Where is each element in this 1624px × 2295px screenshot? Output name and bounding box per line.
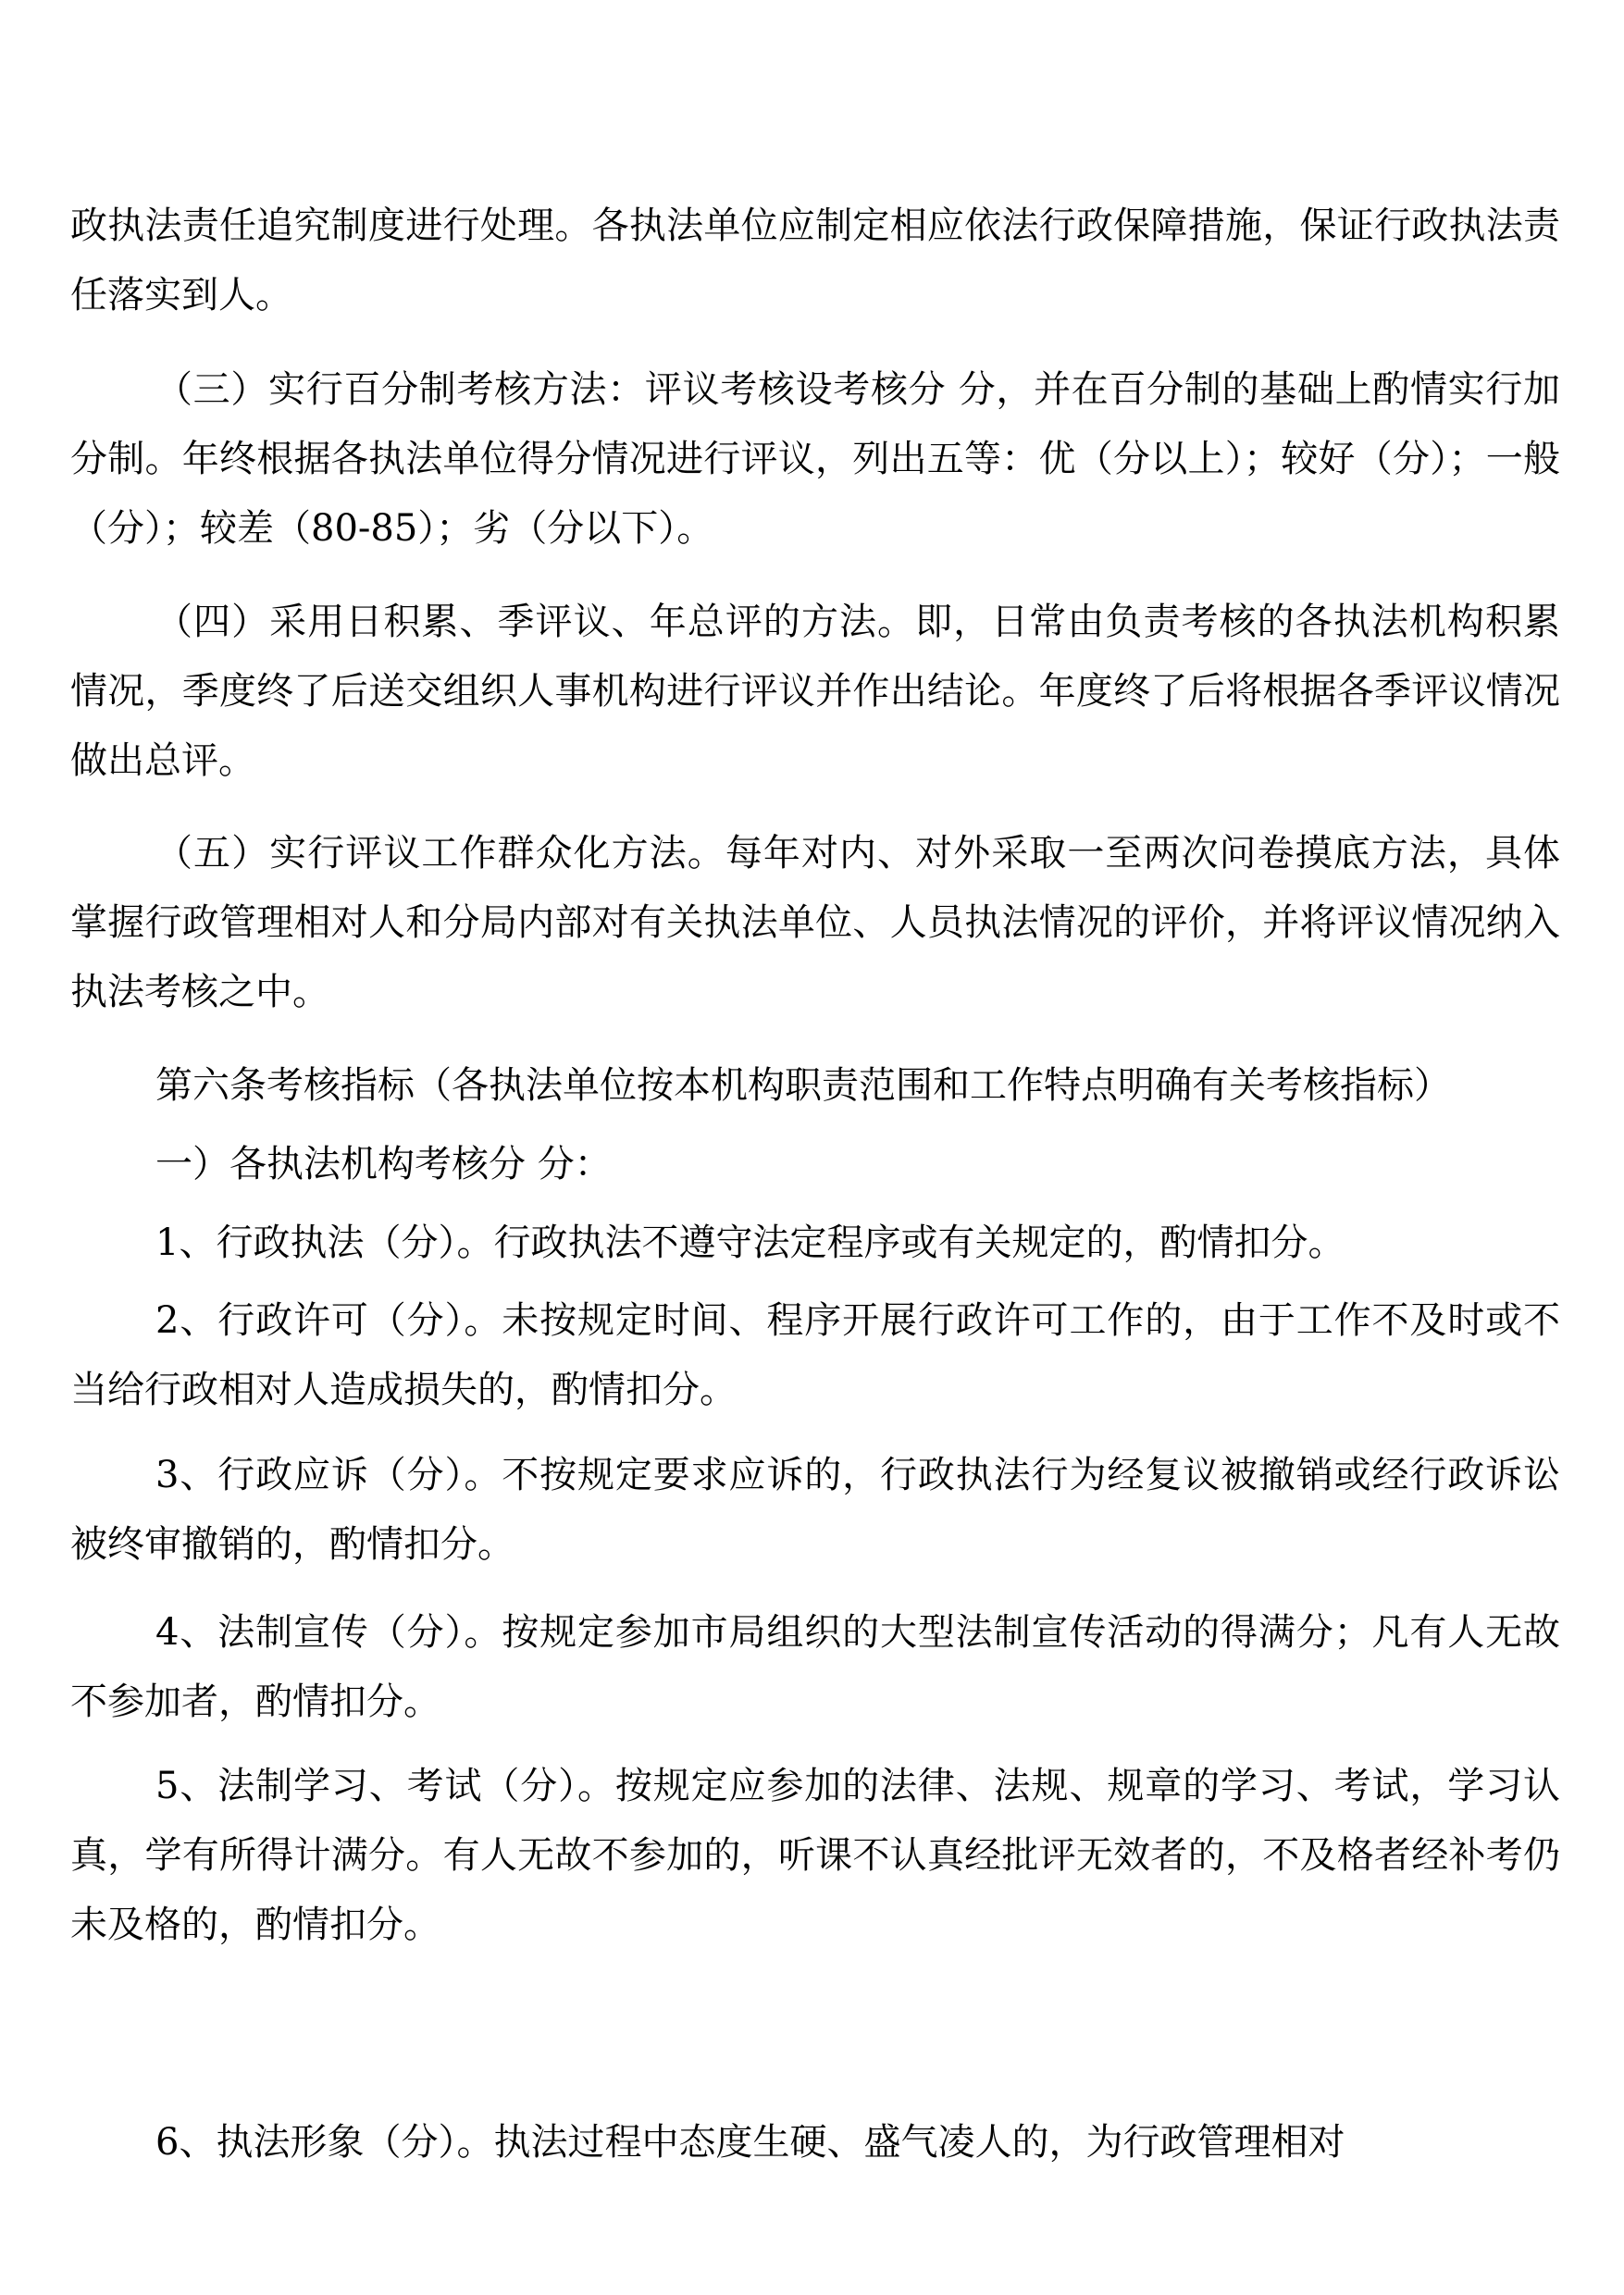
paragraph-section-4: （四）采用日积累、季评议、年总评的方法。即，日常由负责考核的各执法机构积累情况，季度终了后送交组织人事机构进行评议并作出结论。年度终了后将根据各季评议情况做出总评。 bbox=[70, 601, 1560, 782]
item-6-enforcement-image: 6、执法形象（分）。执法过程中态度生硬、盛气凌人的，为行政管理相对 bbox=[155, 2121, 1345, 2164]
paragraph-section-5: （五）实行评议工作群众化方法。每年对内、对外采取一至两次问卷摸底方法，具体掌握行政管理相对人和分局内部对有关执法单位、人员执法情况的评价，并将评议情况纳入执法考核之中。 bbox=[70, 832, 1560, 1013]
article-6-heading: 第六条考核指标（各执法单位按本机构职责范围和工作特点明确有关考核指标） bbox=[155, 1064, 1451, 1107]
item-3-administrative-litigation: 3、行政应诉（分）。不按规定要求应诉的，行政执法行为经复议被撤销或经行政诉讼被终审撤销的，酌情扣分。 bbox=[70, 1454, 1560, 1566]
subsection-1-heading: 一）各执法机构考核分 分： bbox=[155, 1143, 612, 1185]
paragraph-section-3: （三）实行百分制考核方法：评议考核设考核分 分，并在百分制的基础上酌情实行加分制。年终根据各执法单位得分情况进行评议，列出五等：优（分以上）；较好（分）；一般（分）；较差（80-85）；劣（分以下）。 bbox=[70, 368, 1560, 550]
item-4-legal-publicity: 4、法制宣传（分）。按规定参加市局组织的大型法制宣传活动的得满分；凡有人无故不参加者，酌情扣分。 bbox=[70, 1611, 1560, 1723]
item-1-administrative-enforcement: 1、行政执法（分）。行政执法不遵守法定程序或有关规定的，酌情扣分。 bbox=[155, 1222, 1345, 1264]
item-5-legal-study-exam: 5、法制学习、考试（分）。按规定应参加的法律、法规、规章的学习、考试，学习认真，学有所得计满分。有人无故不参加的，听课不认真经批评无效者的，不及格者经补考仍未及格的，酌情扣分。 bbox=[70, 1765, 1560, 1946]
paragraph-continuation: 政执法责任追究制度进行处理。各执法单位应制定相应依法行政保障措施，保证行政执法责任落实到人。 bbox=[70, 205, 1560, 316]
item-2-administrative-licensing: 2、行政许可（分）。未按规定时间、程序开展行政许可工作的，由于工作不及时或不当给行政相对人造成损失的，酌情扣分。 bbox=[70, 1299, 1560, 1411]
